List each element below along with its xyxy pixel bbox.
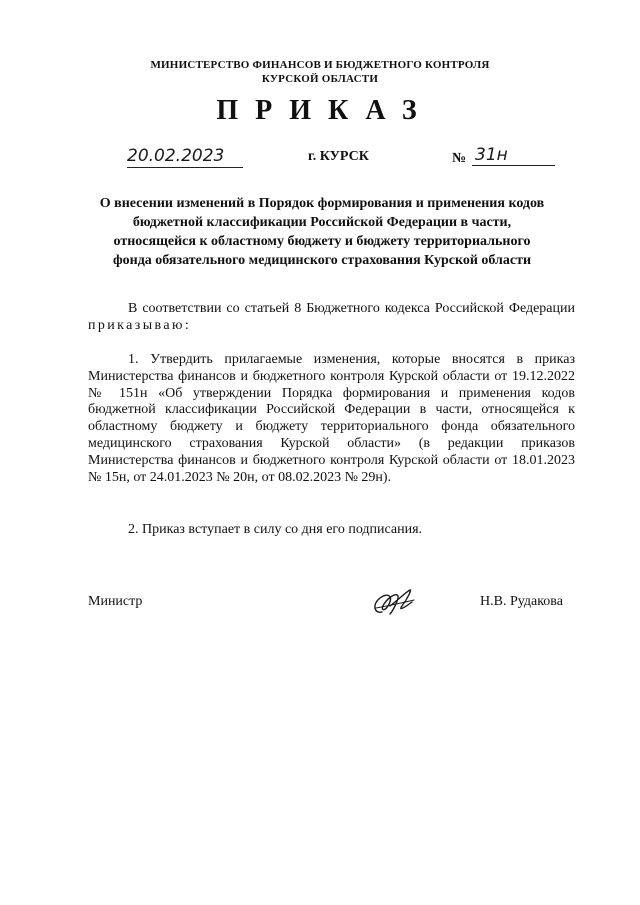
order-number-line <box>472 145 555 166</box>
paragraph-preamble <box>88 301 575 335</box>
order-number-label: № <box>452 151 467 166</box>
subject-line: О внесении изменений в Порядок формирования и применения кодов <box>99 196 545 211</box>
order-number-field <box>452 145 508 167</box>
document-title: ПРИКАЗ <box>216 95 434 126</box>
order-date-field <box>127 146 243 168</box>
ministry-line-2: КУРСКОЙ ОБЛАСТИ <box>261 73 379 85</box>
signature-block <box>0 584 640 624</box>
ministry-line-1: МИНИСТЕРСТВО ФИНАНСОВ И БЮДЖЕТНОГО КОНТРОЛЯ <box>150 59 490 71</box>
subject-line: относящейся к областному бюджету и бюджету территориального <box>113 234 531 249</box>
order-directive: приказываю: <box>88 317 192 333</box>
order-city: г. КУРСК <box>308 149 369 164</box>
subject-line: бюджетной классификации Российской Федерации в части, <box>132 215 512 230</box>
paragraph-1: 1. Утвердить прилагаемые изменения, которые вносятся в приказ Министерства финансов и бюджетного контроля Курской области от 19.12.2022 № 151н «Об утверждении Порядка формирования и применения кодов бюджетной классификации Российской Федерации в части, относящейся к областному бюджету и бюджету территориального фонда обязательного медицинского страхования Курской области» (в редакции приказов Министерства финансов и бюджетного контроля Курской области от 18.01.2023 № 15н, от 24.01.2023 № 20н, от 08.02.2023 № 29н). <box>88 352 575 485</box>
order-number: 31н <box>475 145 508 165</box>
subject-line: фонда обязательного медицинского страхования Курской области <box>112 253 532 268</box>
preamble-text: В соответствии со статьей 8 Бюджетного кодекса Российской Федерации <box>128 301 575 316</box>
order-meta-row <box>0 142 640 172</box>
order-subject <box>72 194 572 270</box>
signatory-role: Министр <box>88 594 143 609</box>
paragraph-2: 2. Приказ вступает в силу со дня его подписания. <box>128 522 423 537</box>
order-date: 20.02.2023 <box>127 146 225 166</box>
signatory-name: Н.В. Рудакова <box>480 594 563 609</box>
ministry-header <box>0 58 640 86</box>
handwritten-signature <box>368 584 418 620</box>
